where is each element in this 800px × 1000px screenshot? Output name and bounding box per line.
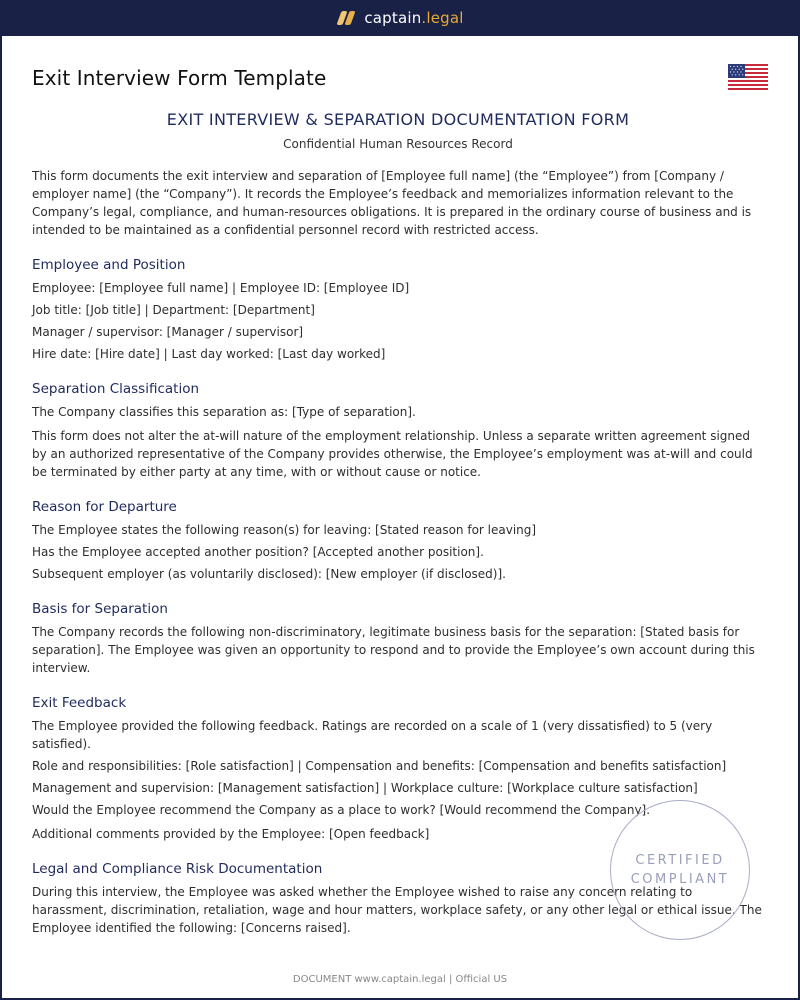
- brand-logo[interactable]: [336, 9, 463, 27]
- basis-paragraph: The Company records the following non-discriminatory, legitimate business basis for the separation: [Stated basis for separation]. The Employee was given an opportunity to respond and to provide the Employee’s own account during this interview.: [32, 625, 755, 675]
- captain-legal-logo-icon: [336, 10, 356, 26]
- new-employer-line: Subsequent employer (as voluntarily disclosed): [New employer (if disclosed)].: [32, 567, 506, 581]
- dates-line: Hire date: [Hire date] | Last day worked: [Last day worked]: [32, 347, 386, 361]
- comments-line: Additional comments provided by the Employee: [Open feedback]: [32, 827, 430, 841]
- recommend-line: Would the Employee recommend the Company as a place to work? [Would recommend the Company].: [32, 803, 651, 817]
- intro-paragraph: This form documents the exit interview and separation of [Employee full name] (the “Employee”) from [Company / employer name] (the “Company”). It records the Employee’s feedback and memorializes information relevant to the Company’s legal, compliance, and human-resources obligations. It is prepared in the ordinary course of business and is intended to be maintained as a confidential personnel record with restricted access.: [32, 169, 752, 237]
- new-position-line: Has the Employee accepted another position? [Accepted another position].: [32, 545, 484, 559]
- legal-paragraph: During this interview, the Employee was asked whether the Employee wished to raise any concern relating to harassment, discrimination, retaliation, wage and hour matters, workplace safety, or any other legal or ethical issue. The Employee identified the following: [Concerns raised].: [32, 885, 762, 935]
- page-title: Exit Interview Form Template: [32, 66, 327, 90]
- brand-name: [364, 9, 463, 27]
- section-heading-classification: Separation Classification: [32, 381, 200, 397]
- section-heading-reason: Reason for Departure: [32, 499, 177, 515]
- manager-line: Manager / supervisor: [Manager / supervisor]: [32, 325, 304, 339]
- reason-line: The Employee states the following reason(s) for leaving: [Stated reason for leaving]: [32, 523, 537, 537]
- stamp-line-1: CERTIFIED: [635, 853, 725, 868]
- at-will-paragraph: This form does not alter the at-will nature of the employment relationship. Unless a separate written agreement signed by an authorized representative of the Company provides otherwise, the Employee’s employment was at-will and could be terminated by either party at any time, with or without cause or notice.: [32, 429, 753, 479]
- employee-line: Employee: [Employee full name] | Employee ID: [Employee ID]: [32, 281, 410, 295]
- document-page: [2, 36, 798, 998]
- section-heading-employee: Employee and Position: [32, 257, 186, 273]
- page-footer: DOCUMENT www.captain.legal | Official US: [2, 972, 798, 998]
- brand-name-main: captain: [364, 9, 422, 27]
- form-title: EXIT INTERVIEW & SEPARATION DOCUMENTATION FORM: [166, 110, 630, 129]
- stamp-line-2: COMPLIANT: [630, 872, 730, 887]
- classification-line: The Company classifies this separation as: [Type of separation].: [32, 405, 416, 419]
- job-line: Job title: [Job title] | Department: [Department]: [32, 303, 315, 317]
- us-flag-icon: [728, 64, 768, 90]
- section-heading-feedback: Exit Feedback: [32, 695, 127, 711]
- feedback-paragraph: The Employee provided the following feedback. Ratings are recorded on a scale of 1 (very dissatisfied) to 5 (very satisfied).: [32, 719, 713, 751]
- section-heading-legal: Legal and Compliance Risk Documentation: [32, 861, 323, 877]
- brand-name-accent: .legal: [421, 9, 464, 27]
- role-comp-line: Role and responsibilities: [Role satisfaction] | Compensation and benefits: [Compensation and benefits satisfaction]: [32, 759, 727, 773]
- certified-compliant-stamp: [610, 800, 750, 940]
- management-culture-line: Management and supervision: [Management satisfaction] | Workplace culture: [Workplace culture satisfaction]: [32, 781, 698, 795]
- top-bar: [0, 0, 800, 36]
- form-subtitle: Confidential Human Resources Record: [283, 137, 513, 151]
- content-fade: [2, 948, 798, 972]
- section-heading-basis: Basis for Separation: [32, 601, 168, 617]
